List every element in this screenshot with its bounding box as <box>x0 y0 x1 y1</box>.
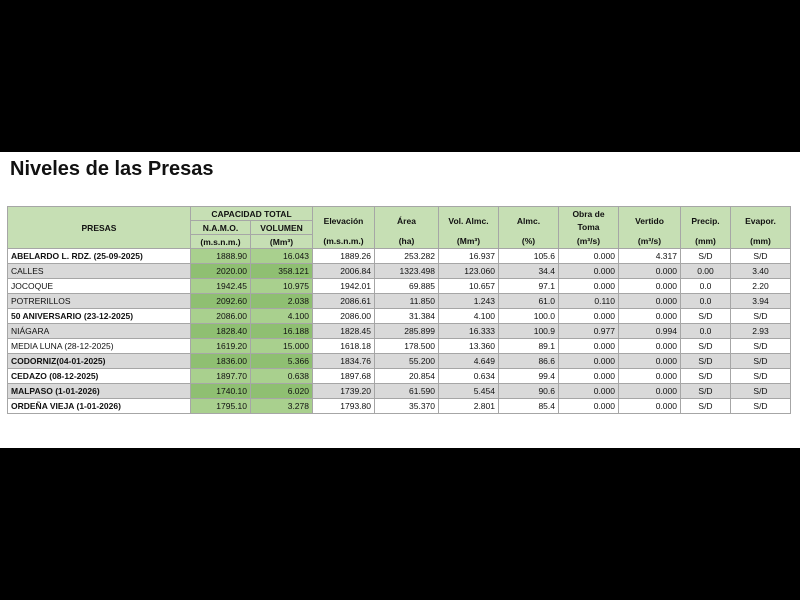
cell-elevacion[interactable]: 2086.61 <box>313 294 375 309</box>
cell-evapor[interactable]: 3.40 <box>731 264 791 279</box>
cell-area[interactable]: 55.200 <box>375 354 439 369</box>
cell-precip[interactable]: S/D <box>681 399 731 414</box>
cell-almc[interactable]: 85.4 <box>499 399 559 414</box>
cell-obra-toma[interactable]: 0.000 <box>559 369 619 384</box>
cell-precip[interactable]: 0.0 <box>681 279 731 294</box>
cell-obra-toma[interactable]: 0.000 <box>559 384 619 399</box>
header-vol-almc-unit: (Mm³) <box>439 235 499 249</box>
cell-precip[interactable]: S/D <box>681 384 731 399</box>
cell-elevacion[interactable]: 1897.68 <box>313 369 375 384</box>
cell-precip[interactable]: 0.0 <box>681 324 731 339</box>
cell-almc[interactable]: 100.0 <box>499 309 559 324</box>
table-row[interactable] <box>8 354 791 369</box>
cell-obra-toma[interactable]: 0.000 <box>559 339 619 354</box>
cell-vol-almc[interactable]: 0.634 <box>439 369 499 384</box>
cell-namo[interactable]: 1795.10 <box>191 399 251 414</box>
cell-evapor[interactable]: 2.20 <box>731 279 791 294</box>
cell-namo[interactable]: 1740.10 <box>191 384 251 399</box>
dams-table <box>7 206 791 414</box>
cell-namo[interactable]: 2092.60 <box>191 294 251 309</box>
cell-area[interactable]: 69.885 <box>375 279 439 294</box>
table-row[interactable] <box>8 294 791 309</box>
cell-volumen[interactable]: 4.100 <box>251 309 313 324</box>
cell-obra-toma[interactable]: 0.000 <box>559 279 619 294</box>
cell-vertido[interactable]: 0.000 <box>619 294 681 309</box>
cell-vertido[interactable]: 0.000 <box>619 399 681 414</box>
cell-vol-almc[interactable]: 10.657 <box>439 279 499 294</box>
header-namo-unit: (m.s.n.m.) <box>191 235 251 249</box>
cell-presa[interactable]: ORDEÑA VIEJA (1-01-2026) <box>8 399 191 414</box>
cell-precip[interactable]: S/D <box>681 339 731 354</box>
header-evapor-unit: (mm) <box>731 235 791 249</box>
cell-vol-almc[interactable]: 1.243 <box>439 294 499 309</box>
cell-precip[interactable]: S/D <box>681 249 731 264</box>
header-elevacion: Elevación <box>313 207 375 235</box>
cell-vol-almc[interactable]: 123.060 <box>439 264 499 279</box>
cell-obra-toma[interactable]: 0.000 <box>559 399 619 414</box>
cell-precip[interactable]: S/D <box>681 354 731 369</box>
header-area: Área <box>375 207 439 235</box>
header-volumen: VOLUMEN <box>251 221 313 235</box>
header-elevacion-unit: (m.s.n.m.) <box>313 235 375 249</box>
cell-presa[interactable]: 50 ANIVERSARIO (23-12-2025) <box>8 309 191 324</box>
table-row[interactable] <box>8 264 791 279</box>
table-row[interactable] <box>8 324 791 339</box>
cell-obra-toma[interactable]: 0.000 <box>559 354 619 369</box>
cell-vertido[interactable]: 0.000 <box>619 309 681 324</box>
cell-almc[interactable]: 89.1 <box>499 339 559 354</box>
cell-volumen[interactable]: 3.278 <box>251 399 313 414</box>
cell-vol-almc[interactable]: 4.100 <box>439 309 499 324</box>
cell-vertido[interactable]: 0.000 <box>619 279 681 294</box>
cell-evapor[interactable]: S/D <box>731 369 791 384</box>
cell-almc[interactable]: 97.1 <box>499 279 559 294</box>
cell-precip[interactable]: S/D <box>681 369 731 384</box>
header-vertido-unit: (m³/s) <box>619 235 681 249</box>
cell-almc[interactable]: 99.4 <box>499 369 559 384</box>
table-row[interactable] <box>8 384 791 399</box>
cell-volumen[interactable]: 2.038 <box>251 294 313 309</box>
cell-evapor[interactable]: S/D <box>731 249 791 264</box>
cell-namo[interactable]: 1619.20 <box>191 339 251 354</box>
cell-vertido[interactable]: 0.994 <box>619 324 681 339</box>
cell-obra-toma[interactable]: 0.000 <box>559 264 619 279</box>
cell-volumen[interactable]: 358.121 <box>251 264 313 279</box>
cell-evapor[interactable]: S/D <box>731 384 791 399</box>
cell-namo[interactable]: 1942.45 <box>191 279 251 294</box>
cell-precip[interactable]: S/D <box>681 309 731 324</box>
cell-vertido[interactable]: 0.000 <box>619 354 681 369</box>
header-namo: N.A.M.O. <box>191 221 251 235</box>
cell-presa[interactable]: CODORNIZ(04-01-2025) <box>8 354 191 369</box>
cell-volumen[interactable]: 16.188 <box>251 324 313 339</box>
header-evapor: Evapor. <box>731 207 791 235</box>
header-area-unit: (ha) <box>375 235 439 249</box>
cell-almc[interactable]: 61.0 <box>499 294 559 309</box>
table-header <box>8 207 791 249</box>
cell-area[interactable]: 178.500 <box>375 339 439 354</box>
cell-precip[interactable]: 0.00 <box>681 264 731 279</box>
cell-evapor[interactable]: S/D <box>731 399 791 414</box>
cell-vertido[interactable]: 0.000 <box>619 339 681 354</box>
cell-vertido[interactable]: 4.317 <box>619 249 681 264</box>
cell-precip[interactable]: 0.0 <box>681 294 731 309</box>
page-title: Niveles de las Presas <box>10 158 214 180</box>
cell-elevacion[interactable]: 1618.18 <box>313 339 375 354</box>
cell-obra-toma[interactable]: 0.000 <box>559 309 619 324</box>
cell-area[interactable]: 11.850 <box>375 294 439 309</box>
cell-area[interactable]: 1323.498 <box>375 264 439 279</box>
cell-vol-almc[interactable]: 16.937 <box>439 249 499 264</box>
cell-area[interactable]: 253.282 <box>375 249 439 264</box>
cell-namo[interactable]: 1897.70 <box>191 369 251 384</box>
cell-almc[interactable]: 34.4 <box>499 264 559 279</box>
header-presas: PRESAS <box>8 207 191 249</box>
table-row[interactable] <box>8 399 791 414</box>
header-obra-toma-unit: (m³/s) <box>559 235 619 249</box>
cell-area[interactable]: 31.384 <box>375 309 439 324</box>
cell-elevacion[interactable]: 2006.84 <box>313 264 375 279</box>
table-row[interactable] <box>8 249 791 264</box>
cell-obra-toma[interactable]: 0.000 <box>559 249 619 264</box>
cell-almc[interactable]: 100.9 <box>499 324 559 339</box>
header-capacidad-total: CAPACIDAD TOTAL <box>191 207 313 221</box>
cell-elevacion[interactable]: 1889.26 <box>313 249 375 264</box>
cell-obra-toma[interactable]: 0.977 <box>559 324 619 339</box>
cell-evapor[interactable]: 2.93 <box>731 324 791 339</box>
cell-presa[interactable]: JOCOQUE <box>8 279 191 294</box>
cell-presa[interactable]: ABELARDO L. RDZ. (25-09-2025) <box>8 249 191 264</box>
table-body <box>8 249 791 414</box>
cell-obra-toma[interactable]: 0.110 <box>559 294 619 309</box>
cell-presa[interactable]: MEDIA LUNA (28-12-2025) <box>8 339 191 354</box>
header-almc: Almc. <box>499 207 559 235</box>
cell-elevacion[interactable]: 1942.01 <box>313 279 375 294</box>
header-almc-unit: (%) <box>499 235 559 249</box>
cell-volumen[interactable]: 10.975 <box>251 279 313 294</box>
cell-elevacion[interactable]: 2086.00 <box>313 309 375 324</box>
cell-vol-almc[interactable]: 13.360 <box>439 339 499 354</box>
cell-vol-almc[interactable]: 16.333 <box>439 324 499 339</box>
cell-presa[interactable]: NIÁGARA <box>8 324 191 339</box>
cell-evapor[interactable]: S/D <box>731 309 791 324</box>
cell-area[interactable]: 285.899 <box>375 324 439 339</box>
cell-elevacion[interactable]: 1793.80 <box>313 399 375 414</box>
cell-volumen[interactable]: 15.000 <box>251 339 313 354</box>
header-precip: Precip. <box>681 207 731 235</box>
cell-namo[interactable]: 1828.40 <box>191 324 251 339</box>
table-row[interactable] <box>8 339 791 354</box>
cell-evapor[interactable]: S/D <box>731 354 791 369</box>
cell-volumen[interactable]: 6.020 <box>251 384 313 399</box>
table-row[interactable] <box>8 279 791 294</box>
cell-elevacion[interactable]: 1739.20 <box>313 384 375 399</box>
cell-area[interactable]: 35.370 <box>375 399 439 414</box>
cell-elevacion[interactable]: 1834.76 <box>313 354 375 369</box>
cell-namo[interactable]: 2020.00 <box>191 264 251 279</box>
cell-namo[interactable]: 1836.00 <box>191 354 251 369</box>
cell-volumen[interactable]: 5.366 <box>251 354 313 369</box>
cell-evapor[interactable]: 3.94 <box>731 294 791 309</box>
cell-presa[interactable]: MALPASO (1-01-2026) <box>8 384 191 399</box>
cell-area[interactable]: 61.590 <box>375 384 439 399</box>
cell-elevacion[interactable]: 1828.45 <box>313 324 375 339</box>
cell-vol-almc[interactable]: 4.649 <box>439 354 499 369</box>
table-row[interactable] <box>8 309 791 324</box>
cell-evapor[interactable]: S/D <box>731 339 791 354</box>
cell-namo[interactable]: 1888.90 <box>191 249 251 264</box>
header-obra-toma: Obra de Toma <box>559 207 619 235</box>
cell-vertido[interactable]: 0.000 <box>619 384 681 399</box>
cell-vertido[interactable]: 0.000 <box>619 369 681 384</box>
cell-presa[interactable]: CALLES <box>8 264 191 279</box>
header-volumen-unit: (Mm³) <box>251 235 313 249</box>
cell-presa[interactable]: CEDAZO (08-12-2025) <box>8 369 191 384</box>
cell-volumen[interactable]: 16.043 <box>251 249 313 264</box>
cell-presa[interactable]: POTRERILLOS <box>8 294 191 309</box>
header-precip-unit: (mm) <box>681 235 731 249</box>
cell-vertido[interactable]: 0.000 <box>619 264 681 279</box>
spreadsheet-view <box>0 152 800 448</box>
table-row[interactable] <box>8 369 791 384</box>
cell-volumen[interactable]: 0.638 <box>251 369 313 384</box>
cell-almc[interactable]: 90.6 <box>499 384 559 399</box>
cell-vol-almc[interactable]: 2.801 <box>439 399 499 414</box>
header-vertido: Vertido <box>619 207 681 235</box>
cell-area[interactable]: 20.854 <box>375 369 439 384</box>
cell-namo[interactable]: 2086.00 <box>191 309 251 324</box>
cell-almc[interactable]: 105.6 <box>499 249 559 264</box>
header-vol-almc: Vol. Almc. <box>439 207 499 235</box>
cell-almc[interactable]: 86.6 <box>499 354 559 369</box>
cell-vol-almc[interactable]: 5.454 <box>439 384 499 399</box>
